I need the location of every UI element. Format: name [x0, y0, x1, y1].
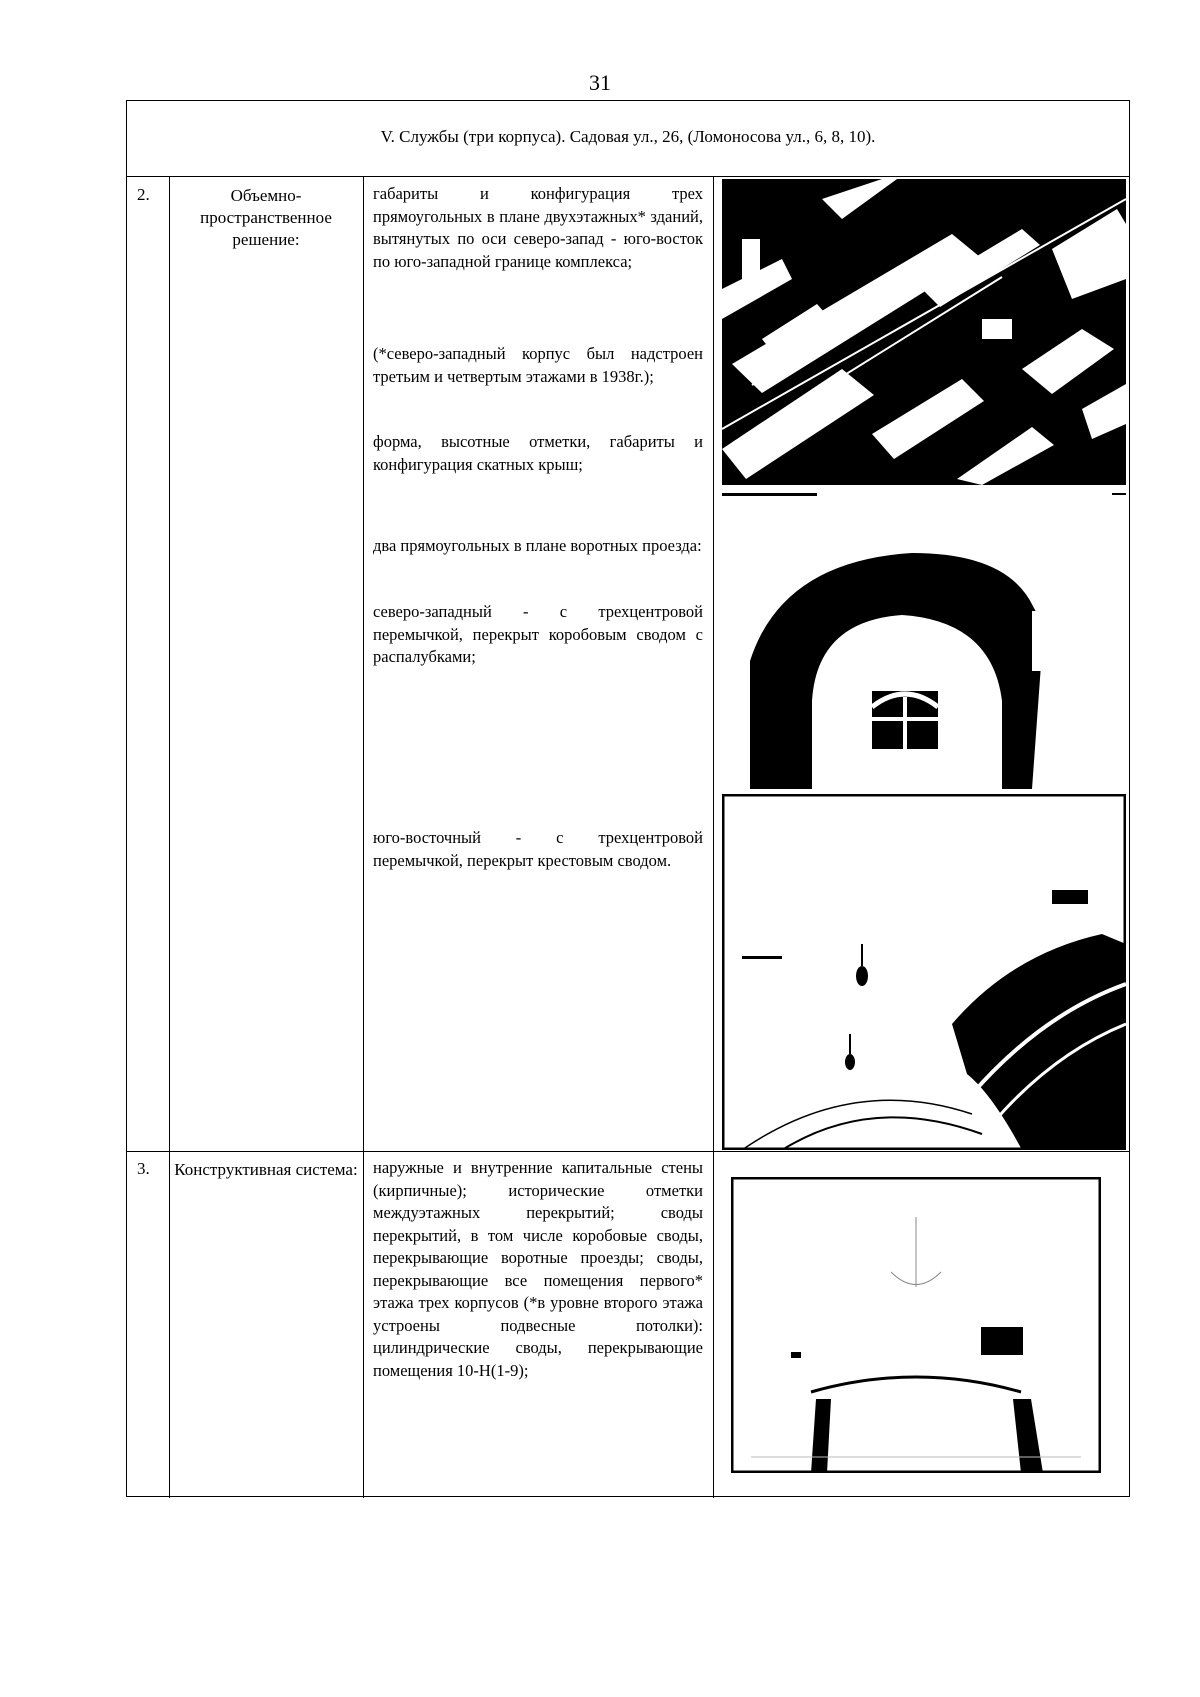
row-number: 3.: [137, 1159, 150, 1178]
row-divider: [127, 1151, 1129, 1152]
column-divider: [169, 176, 170, 1498]
text-paragraph: юго-восточный - с трехцентровой перемычкой, перекрыт крестовым сводом.: [373, 828, 703, 870]
page-number: 31: [589, 70, 611, 95]
vaulted-room-photo: [731, 1177, 1101, 1473]
column-divider: [363, 176, 364, 1498]
row-divider: [127, 176, 1129, 177]
row-number: 2.: [137, 185, 150, 204]
gate-arch-photo: [722, 491, 1126, 789]
text-paragraph: форма, высотные отметки, габариты и конфигурация скатных крыш;: [373, 432, 703, 474]
text-paragraph: (*северо-западный корпус был надстроен третьим и четвертым этажами в 1938г.);: [373, 344, 703, 386]
row-label: Конструктивная система:: [174, 1160, 358, 1179]
text-paragraph: габариты и конфигурация трех прямоугольных в плане двухэтажных* зданий, вытянутых по оси северо-запад - юго-восток по юго-западной границе комплекса;: [373, 184, 703, 271]
text-paragraph: два прямоугольных в плане воротных проезда:: [373, 536, 702, 555]
text-paragraph: северо-западный - с трехцентровой перемычкой, перекрыт коробовым сводом с распалубками;: [373, 602, 703, 666]
section-header: V. Службы (три корпуса). Садовая ул., 26, (Ломоносова ул., 6, 8, 10).: [380, 127, 876, 146]
column-divider: [713, 176, 714, 1498]
aerial-photo: [722, 179, 1126, 485]
row-label: Объемно-пространственное решение:: [200, 186, 332, 249]
monument-table: [126, 100, 1130, 1497]
cross-vault-photo: [722, 794, 1126, 1150]
text-paragraph: наружные и внутренние капитальные стены (кирпичные); исторические отметки междуэтажных перекрытий; своды перекрытий, в том числе коробовые своды, перекрывающие воротные проезды; своды, перекрывающие все помещения первого* этажа трех корпусов (*в уровне второго этажа устроены подвесные потолки): цилиндрические своды, перекрывающие помещения 10-Н(1-9);: [373, 1158, 703, 1380]
